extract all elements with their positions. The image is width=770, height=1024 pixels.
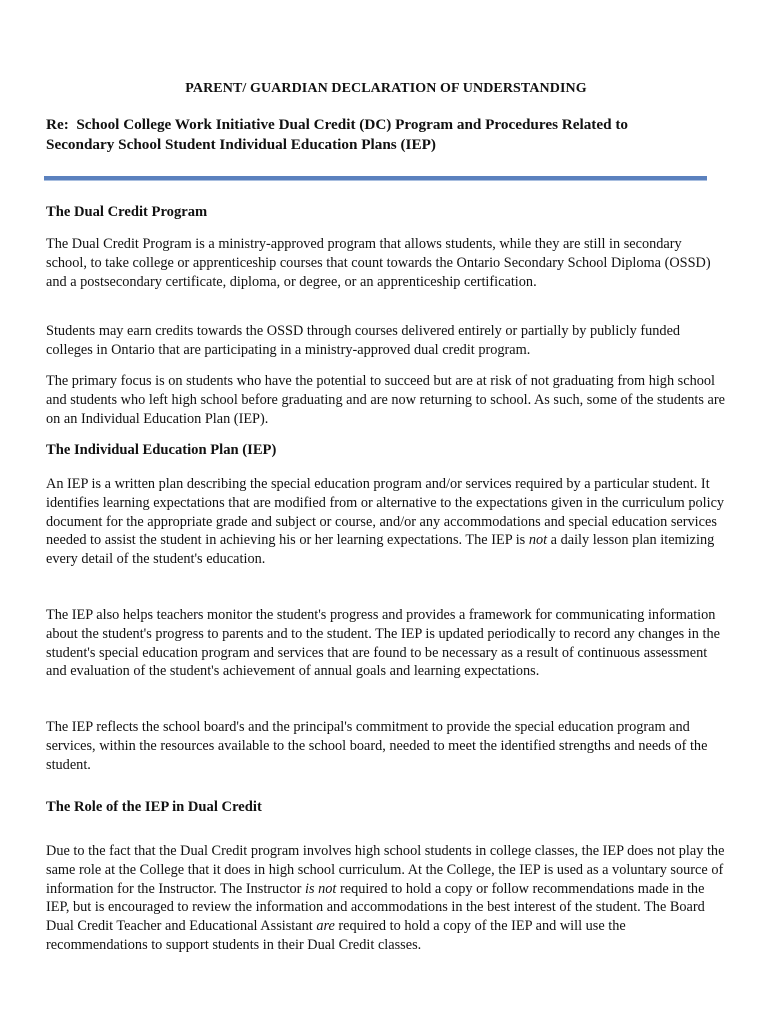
paragraph-role-1 [46, 842, 726, 955]
re-line-1: Re: School College Work Initiative Dual Credit (DC) Program and Procedures Related to [46, 116, 628, 133]
re-subject-line [46, 115, 726, 155]
heading-dual-credit-program: The Dual Credit Program [46, 204, 208, 220]
paragraph-role-1-part-b: required to hold a copy or follow recommendations made in the IEP, but is encouraged to review the information and accommodations in the best interest of the student. The Board Dual Credit Teacher and Educational Assistant [46, 880, 705, 935]
paragraph-dual-credit-3: The primary focus is on students who have the potential to succeed but are at risk of not graduating from high school and students who left high school before graduating and are now returning to school. As such, some of the students are on an Individual Education Plan (IEP). [46, 373, 725, 427]
paragraph-iep-1-emphasis: not [528, 532, 548, 549]
paragraph-role-1-emphasis-1: is not [305, 880, 337, 897]
horizontal-divider [44, 176, 707, 181]
paragraph-role-1-emphasis-2: are [316, 918, 335, 935]
heading-iep: The Individual Education Plan (IEP) [46, 442, 277, 458]
re-line-2: Secondary School Student Individual Education Plans (IEP) [46, 136, 436, 153]
paragraph-iep-1-part-b: a daily lesson plan itemizing every detail of the student's education. [46, 532, 715, 568]
paragraph-dual-credit-1: The Dual Credit Program is a ministry-approved program that allows students, while they are still in secondary school, to take college or apprenticeship courses that count towards the Ontario Secondary School Diploma (OSSD) and a postsecondary certificate, diploma, or degree, or an apprenticeship certification. [46, 236, 711, 290]
paragraph-iep-1-part-a: An IEP is a written plan describing the special education program and/or services required by a particular student. It identifies learning expectations that are modified from or alternative to the expectations given in the curriculum policy document for the appropriate grade and subject or course, and/or any accommodations and special education services needed to assist the student in achieving his or her learning expectations. The IEP is [46, 476, 725, 549]
paragraph-role-1-part-c: required to hold a copy of the IEP and will use the recommendations to support students in their Dual Credit classes. [46, 918, 626, 953]
paragraph-iep-3: The IEP reflects the school board's and the principal's commitment to provide the special education program and services, within the resources available to the school board, needed to meet the identified strengths and needs of the student. [46, 719, 708, 773]
document-title: PARENT/ GUARDIAN DECLARATION OF UNDERSTANDING [185, 81, 587, 96]
paragraph-role-1-part-a: Due to the fact that the Dual Credit program involves high school students in college classes, the IEP does not play the same role at the College that it does in high school curriculum. At the College, the IEP is used as a voluntary source of information for the Instructor. The Instructor [46, 843, 725, 897]
paragraph-iep-1 [46, 475, 726, 569]
heading-role-of-iep: The Role of the IEP in Dual Credit [46, 799, 262, 815]
paragraph-iep-2: The IEP also helps teachers monitor the student's progress and provides a framework for communicating information about the student's progress to parents and to the student. The IEP is updated periodically to record any changes in the student's special education program and services that are found to be necessary as a result of continuous assessment and evaluation of the student's achievement of annual goals and learning expectations. [46, 607, 720, 680]
paragraph-dual-credit-2: Students may earn credits towards the OSSD through courses delivered entirely or partially by publicly funded colleges in Ontario that are participating in a ministry-approved dual credit program. [46, 323, 681, 358]
